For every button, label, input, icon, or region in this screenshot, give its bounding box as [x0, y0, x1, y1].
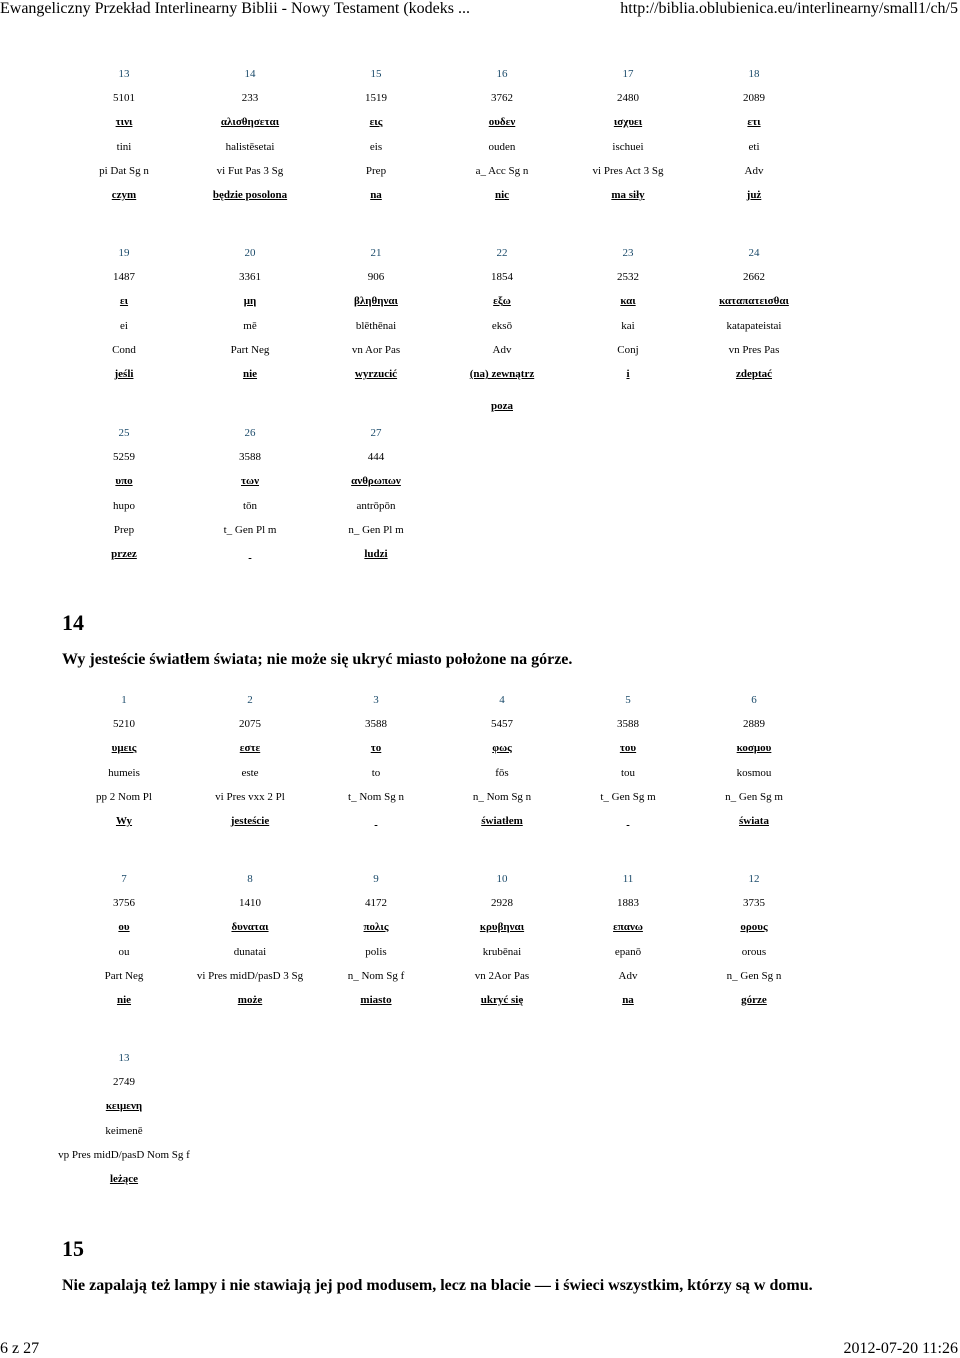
transliteration: tou [620, 766, 636, 779]
polish-translation-link[interactable]: leżące [109, 1173, 139, 1186]
strong-number: 1410 [239, 897, 261, 910]
word-number: 15 [370, 68, 382, 80]
word-number: 12 [748, 873, 760, 885]
greek-word-link[interactable]: βληθηναι [354, 295, 398, 308]
polish-translation-link[interactable]: (na) zewnątrz [469, 368, 535, 381]
word-column [674, 62, 834, 207]
morphology: Part Neg [230, 343, 270, 356]
polish-translation-link[interactable]: wyrzucić [354, 368, 398, 381]
transliteration: mē [243, 319, 257, 332]
strong-number: 906 [367, 271, 385, 284]
strong-number: 4172 [365, 897, 387, 910]
word-number: 2 [247, 694, 253, 706]
greek-word-link[interactable]: εστε [239, 742, 261, 755]
transliteration: blēthēnai [355, 319, 397, 332]
transliteration: humeis [108, 766, 140, 779]
greek-word-link[interactable]: τινι [115, 116, 133, 129]
morphology: n_ Gen Pl m [348, 523, 404, 536]
strong-number: 2075 [239, 718, 261, 731]
word-number: 17 [622, 68, 634, 80]
strong-number: 2532 [617, 271, 639, 284]
transliteration: tōn [242, 499, 258, 512]
greek-word-link[interactable]: πολις [363, 921, 389, 934]
word-number: 26 [244, 427, 256, 439]
greek-word-link[interactable]: κοσμου [736, 742, 772, 755]
transliteration: dunatai [233, 945, 267, 958]
strong-number: 5210 [113, 718, 135, 731]
morphology: n_ Gen Sg m [725, 790, 783, 803]
word-number: 21 [370, 247, 382, 259]
morphology: vi Pres Act 3 Sg [592, 164, 664, 177]
morphology: Conj [617, 343, 639, 356]
word-number: 1 [121, 694, 127, 706]
polish-translation-link[interactable]: ludzi [364, 548, 388, 561]
strong-number: 1519 [365, 92, 387, 105]
morphology: vi Pres midD/pasD 3 Sg [196, 969, 304, 982]
strong-number: 3762 [491, 92, 513, 105]
greek-word-link[interactable]: μη [243, 295, 257, 308]
greek-word-link[interactable]: κρυβηναι [479, 921, 525, 934]
transliteration: tini [116, 140, 132, 153]
transliteration: hupo [113, 499, 135, 512]
greek-word-link[interactable]: του [619, 742, 637, 755]
greek-word-link[interactable]: το [370, 742, 382, 755]
morphology: t_ Gen Sg m [600, 790, 656, 803]
greek-word-link[interactable]: κειμενη [105, 1100, 143, 1113]
transliteration: katapateistai [726, 319, 782, 332]
polish-translation-link[interactable]: świata [739, 815, 769, 828]
morphology: t_ Nom Sg n [348, 790, 404, 803]
verse-14-text: Wy jesteście światłem świata; nie może się ukryć miasto położone na górze. [62, 651, 573, 668]
morphology: Part Neg [104, 969, 144, 982]
strong-number: 5101 [113, 92, 135, 105]
polish-translation-link[interactable]: nic [494, 189, 510, 202]
strong-number: 3735 [743, 897, 765, 910]
polish-translation-link[interactable]: jeśli [114, 368, 134, 381]
strong-number: 3588 [617, 718, 639, 731]
word-number: 13 [118, 68, 130, 80]
greek-word-link[interactable]: ει [119, 295, 129, 308]
transliteration: halistēsetai [225, 140, 275, 153]
word-number: 14 [244, 68, 256, 80]
strong-number: 3588 [365, 718, 387, 731]
morphology: Prep [113, 523, 135, 536]
transliteration: polis [365, 945, 387, 958]
greek-word-link[interactable]: εξω [493, 295, 511, 308]
strong-number: 2480 [617, 92, 639, 105]
morphology: n_ Nom Sg f [347, 969, 405, 982]
morphology: pp 2 Nom Pl [96, 790, 152, 803]
strong-number: 3588 [239, 451, 261, 464]
greek-word-link[interactable]: των [240, 475, 260, 488]
morphology: Adv [618, 969, 638, 982]
polish-translation-link[interactable]: i [626, 368, 630, 381]
strong-number: 2889 [743, 718, 765, 731]
strong-number: 233 [241, 92, 259, 105]
greek-word-link[interactable]: καταπατεισθαι [719, 295, 789, 308]
morphology: Cond [112, 343, 136, 356]
polish-translation-link[interactable]: przez [111, 548, 137, 561]
transliteration: fōs [495, 766, 509, 779]
word-number: 22 [496, 247, 508, 259]
transliteration: este [241, 766, 259, 779]
morphology: vn 2Aor Pas [474, 969, 530, 982]
greek-word-link[interactable]: ουδεν [488, 116, 516, 129]
word-number: 8 [247, 873, 253, 885]
strong-number: 2749 [113, 1076, 135, 1089]
transliteration: ei [120, 319, 128, 332]
footer-datetime: 2012-07-20 11:26 [843, 1340, 958, 1357]
word-column [44, 1046, 204, 1191]
transliteration: keimenē [105, 1124, 143, 1137]
morphology: vn Aor Pas [351, 343, 401, 356]
word-number: 23 [622, 247, 634, 259]
word-number: 25 [118, 427, 130, 439]
morphology: vi Pres vxx 2 Pl [215, 790, 285, 803]
transliteration: kosmou [736, 766, 772, 779]
transliteration: krubēnai [482, 945, 522, 958]
greek-word-link[interactable]: ισχυει [613, 116, 643, 129]
greek-word-link[interactable]: δυναται [231, 921, 269, 934]
strong-number: 5457 [491, 718, 513, 731]
polish-translation-link[interactable]: Wy [115, 815, 133, 828]
morphology: t_ Gen Pl m [223, 523, 277, 536]
polish-translation-link[interactable]: na [370, 189, 382, 202]
word-number: 7 [121, 873, 127, 885]
greek-word-link[interactable]: ου [118, 921, 130, 934]
word-number: 3 [373, 694, 379, 706]
greek-word-link[interactable]: ανθρωπων [351, 475, 401, 488]
polish-translation-link[interactable]: nie [116, 994, 132, 1007]
greek-word-link[interactable]: αλισθησεται [220, 116, 280, 129]
greek-word-link[interactable]: ορους [740, 921, 768, 934]
polish-translation-link[interactable]: na [622, 994, 634, 1007]
word-column [674, 688, 834, 833]
word-number: 19 [118, 247, 130, 259]
transliteration: antrōpōn [356, 499, 396, 512]
strong-number: 3361 [239, 271, 261, 284]
morphology: vp Pres midD/pasD Nom Sg f [58, 1148, 190, 1161]
verse-15-number: 15 [62, 1236, 84, 1261]
transliteration: eti [748, 140, 760, 153]
polish-translation-link[interactable]: będzie posolona [212, 189, 288, 202]
word-number: 10 [496, 873, 508, 885]
polish-translation-link[interactable]: światłem [481, 815, 523, 828]
polish-translation-link[interactable]: górze [741, 994, 767, 1007]
polish-translation-link[interactable]: nie [242, 368, 258, 381]
polish-translation-link[interactable]: ukryć się [480, 994, 524, 1007]
alternate-translation-link[interactable]: poza [491, 400, 513, 413]
transliteration: eis [369, 140, 383, 153]
page-header-url[interactable]: http://biblia.oblubienica.eu/interlinearny/small1/ch/5 [620, 0, 958, 17]
strong-number: 3756 [113, 897, 135, 910]
polish-translation-link[interactable]: ma siły [611, 189, 645, 202]
verse-14-number: 14 [62, 610, 84, 635]
morphology: a_ Acc Sg n [475, 164, 529, 177]
transliteration: epanō [614, 945, 642, 958]
morphology: Adv [744, 164, 764, 177]
word-column [674, 867, 834, 1012]
strong-number: 2089 [743, 92, 765, 105]
verse-15-text: Nie zapalają też lampy i nie stawiają jej pod modusem, lecz na blacie — i świeci wszystkim, którzy są w domu. [62, 1277, 813, 1294]
word-number: 6 [751, 694, 757, 706]
polish-translation-link[interactable]: czym [111, 189, 137, 202]
morphology: pi Dat Sg n [99, 164, 149, 177]
greek-word-link[interactable]: φως [492, 742, 512, 755]
greek-word-link[interactable]: και [620, 295, 636, 308]
strong-number: 444 [367, 451, 385, 464]
word-number: 4 [499, 694, 505, 706]
page-header-title: Ewangeliczny Przekład Interlinearny Biblii - Nowy Testament (kodeks ... [0, 0, 471, 17]
morphology: vn Pres Pas [728, 343, 780, 356]
greek-word-link[interactable]: υπο [115, 475, 133, 488]
polish-translation-link[interactable]: zdeptać [735, 368, 773, 381]
greek-word-link[interactable]: υμεις [111, 742, 137, 755]
transliteration: ouden [488, 140, 516, 153]
word-column [674, 241, 834, 386]
word-number: 13 [118, 1052, 130, 1064]
greek-word-link[interactable]: επανω [613, 921, 643, 934]
word-number: 27 [370, 427, 382, 439]
strong-number: 2928 [491, 897, 513, 910]
polish-translation-link[interactable]: już [746, 189, 762, 202]
transliteration: to [371, 766, 381, 779]
word-number: 18 [748, 68, 760, 80]
transliteration: ou [118, 945, 130, 958]
morphology: vi Fut Pas 3 Sg [216, 164, 284, 177]
polish-translation-link[interactable]: może [237, 994, 263, 1007]
word-number: 24 [748, 247, 760, 259]
strong-number: 1487 [113, 271, 135, 284]
strong-number: 5259 [113, 451, 135, 464]
strong-number: 1883 [617, 897, 639, 910]
greek-word-link[interactable]: ετι [747, 116, 761, 129]
morphology: n_ Nom Sg n [472, 790, 532, 803]
strong-number: 2662 [743, 271, 765, 284]
morphology: Prep [365, 164, 387, 177]
word-number: 9 [373, 873, 379, 885]
polish-translation-link[interactable]: jesteście [230, 815, 270, 828]
polish-translation-link[interactable]: miasto [360, 994, 392, 1007]
word-number: 16 [496, 68, 508, 80]
word-number: 11 [622, 873, 634, 885]
transliteration: orous [741, 945, 767, 958]
greek-word-link[interactable]: εις [369, 116, 383, 129]
transliteration: kai [621, 319, 635, 332]
morphology: Adv [492, 343, 512, 356]
strong-number: 1854 [491, 271, 513, 284]
word-number: 20 [244, 247, 256, 259]
footer-page-count: 6 z 27 [0, 1340, 40, 1357]
transliteration: ischuei [612, 140, 644, 153]
word-column [296, 421, 456, 566]
transliteration: eksō [491, 319, 513, 332]
morphology: n_ Gen Sg n [726, 969, 782, 982]
word-number: 5 [625, 694, 631, 706]
